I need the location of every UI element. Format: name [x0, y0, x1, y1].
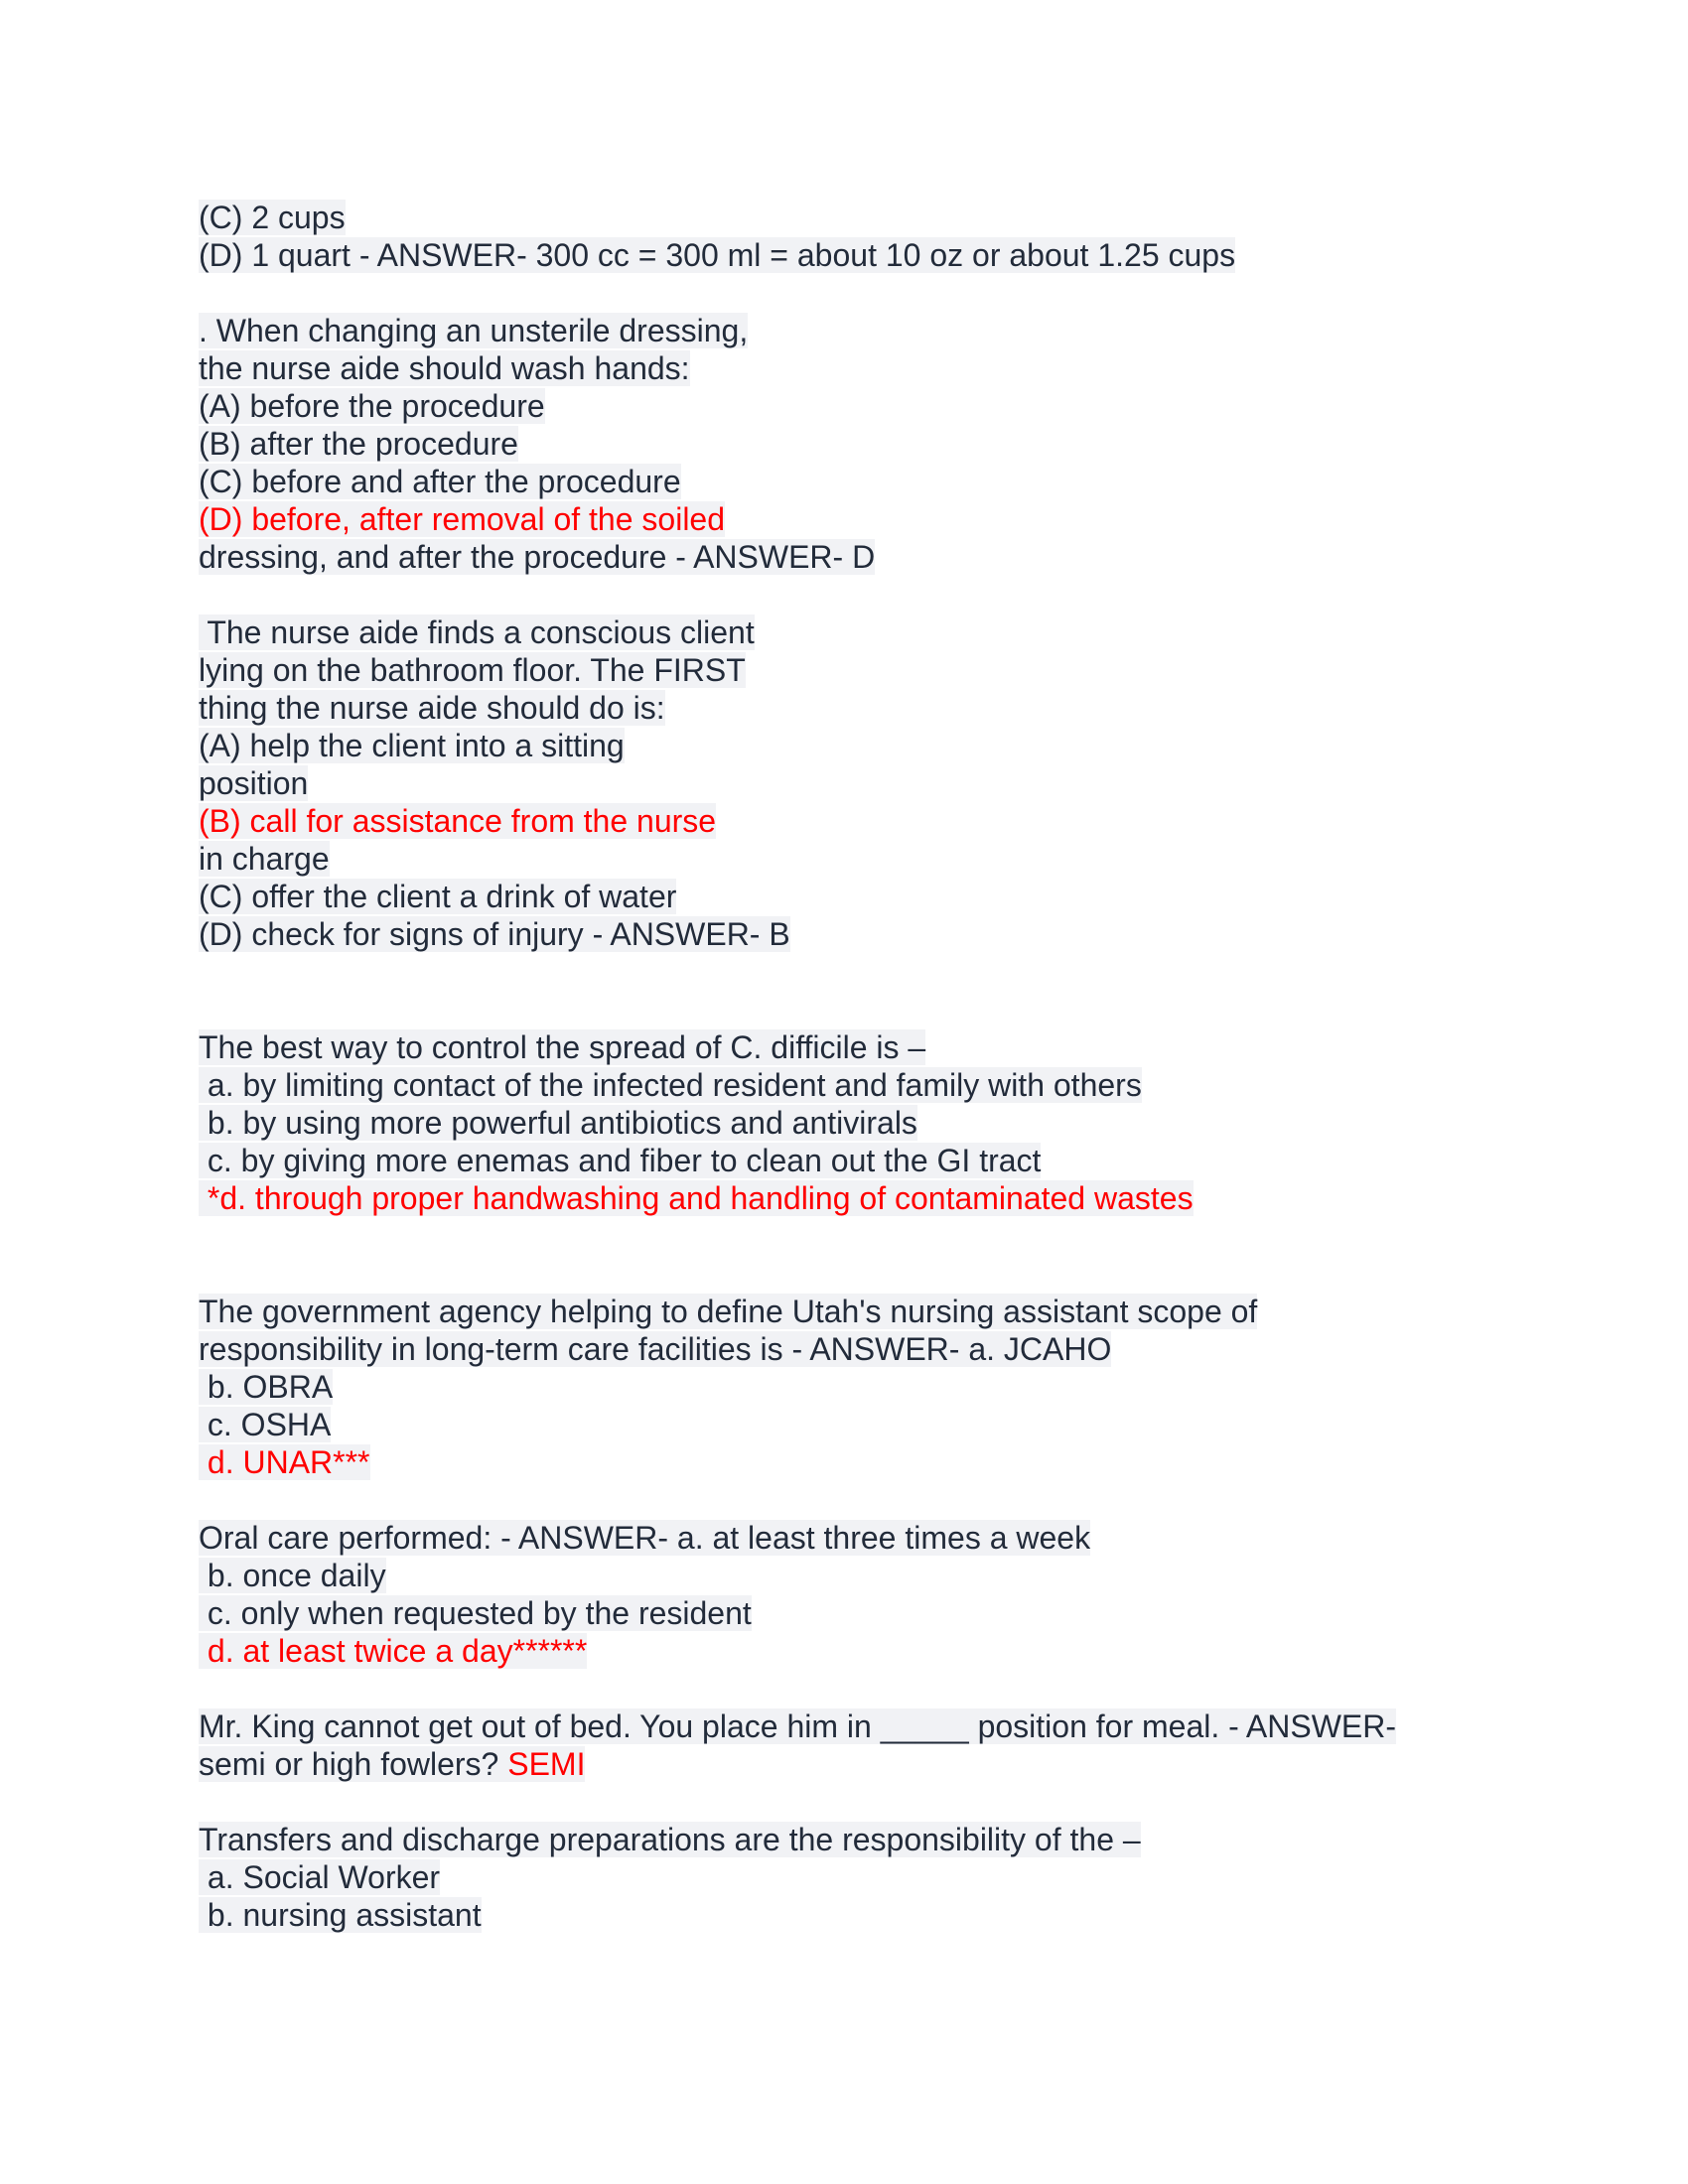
question-text: The government agency helping to define Utah's nursing assistant scope of	[199, 1294, 1258, 1329]
option-a: position	[199, 765, 309, 801]
question-text: responsibility in long-term care facilities is - ANSWER- a. JCAHO	[199, 1331, 1112, 1367]
option-c: c. only when requested by the resident	[199, 1595, 752, 1631]
correct-option-d: *d. through proper handwashing and handling of contaminated wastes	[199, 1180, 1194, 1216]
option-b: b. once daily	[199, 1558, 386, 1593]
option-b: in charge	[199, 841, 330, 877]
question-block-meal-position	[199, 1707, 1489, 1783]
text-line: (D) 1 quart - ANSWER- 300 cc = 300 ml = about 10 oz or about 1.25 cups	[199, 237, 1236, 273]
option-a: (A) before the procedure	[199, 388, 545, 424]
option-c: (C) before and after the procedure	[199, 464, 681, 499]
question-block-fall	[199, 614, 1489, 953]
document-page	[199, 199, 1489, 1934]
question-text: . When changing an unsterile dressing,	[199, 313, 749, 348]
question-text: The nurse aide finds a conscious client	[199, 614, 755, 650]
option-c: c. OSHA	[199, 1407, 332, 1442]
answer-line	[199, 1745, 1489, 1783]
option-b: b. OBRA	[199, 1369, 334, 1405]
question-block-handwashing	[199, 312, 1489, 576]
option-b: (B) after the procedure	[199, 426, 518, 462]
question-block-oral-care	[199, 1519, 1489, 1670]
question-text: the nurse aide should wash hands:	[199, 350, 690, 386]
correct-option-d: d. at least twice a day******	[199, 1633, 588, 1669]
answer-prefix: semi or high fowlers?	[199, 1746, 508, 1782]
option-a: (A) help the client into a sitting	[199, 728, 625, 763]
question-text: Transfers and discharge preparations are the responsibility of the –	[199, 1822, 1141, 1857]
question-text: Mr. King cannot get out of bed. You place him in _____ position for meal. - ANSWER-	[199, 1708, 1397, 1744]
option-a: a. Social Worker	[199, 1859, 441, 1895]
question-block-transfers	[199, 1821, 1489, 1934]
question-text: Oral care performed: - ANSWER- a. at least three times a week	[199, 1520, 1091, 1556]
option-c: (C) offer the client a drink of water	[199, 879, 677, 914]
correct-option-d: (D) before, after removal of the soiled	[199, 501, 726, 537]
correct-option-b: (B) call for assistance from the nurse	[199, 803, 717, 839]
correct-option-d: d. UNAR***	[199, 1444, 370, 1480]
option-b: b. by using more powerful antibiotics and antivirals	[199, 1105, 917, 1141]
question-text: lying on the bathroom floor. The FIRST	[199, 652, 746, 688]
option-d-answer: dressing, and after the procedure - ANSWER- D	[199, 539, 876, 575]
question-text: thing the nurse aide should do is:	[199, 690, 665, 726]
option-c: c. by giving more enemas and fiber to clean out the GI tract	[199, 1143, 1042, 1178]
correct-answer: SEMI	[507, 1746, 586, 1782]
question-text: The best way to control the spread of C. difficile is –	[199, 1029, 926, 1065]
option-b: b. nursing assistant	[199, 1897, 482, 1933]
text-line: (C) 2 cups	[199, 200, 346, 235]
question-block-c-difficile	[199, 1028, 1489, 1217]
question-block-government-agency	[199, 1293, 1489, 1481]
question-block-volume	[199, 199, 1489, 274]
option-d-answer: (D) check for signs of injury - ANSWER- B	[199, 916, 790, 952]
option-a: a. by limiting contact of the infected resident and family with others	[199, 1067, 1142, 1103]
